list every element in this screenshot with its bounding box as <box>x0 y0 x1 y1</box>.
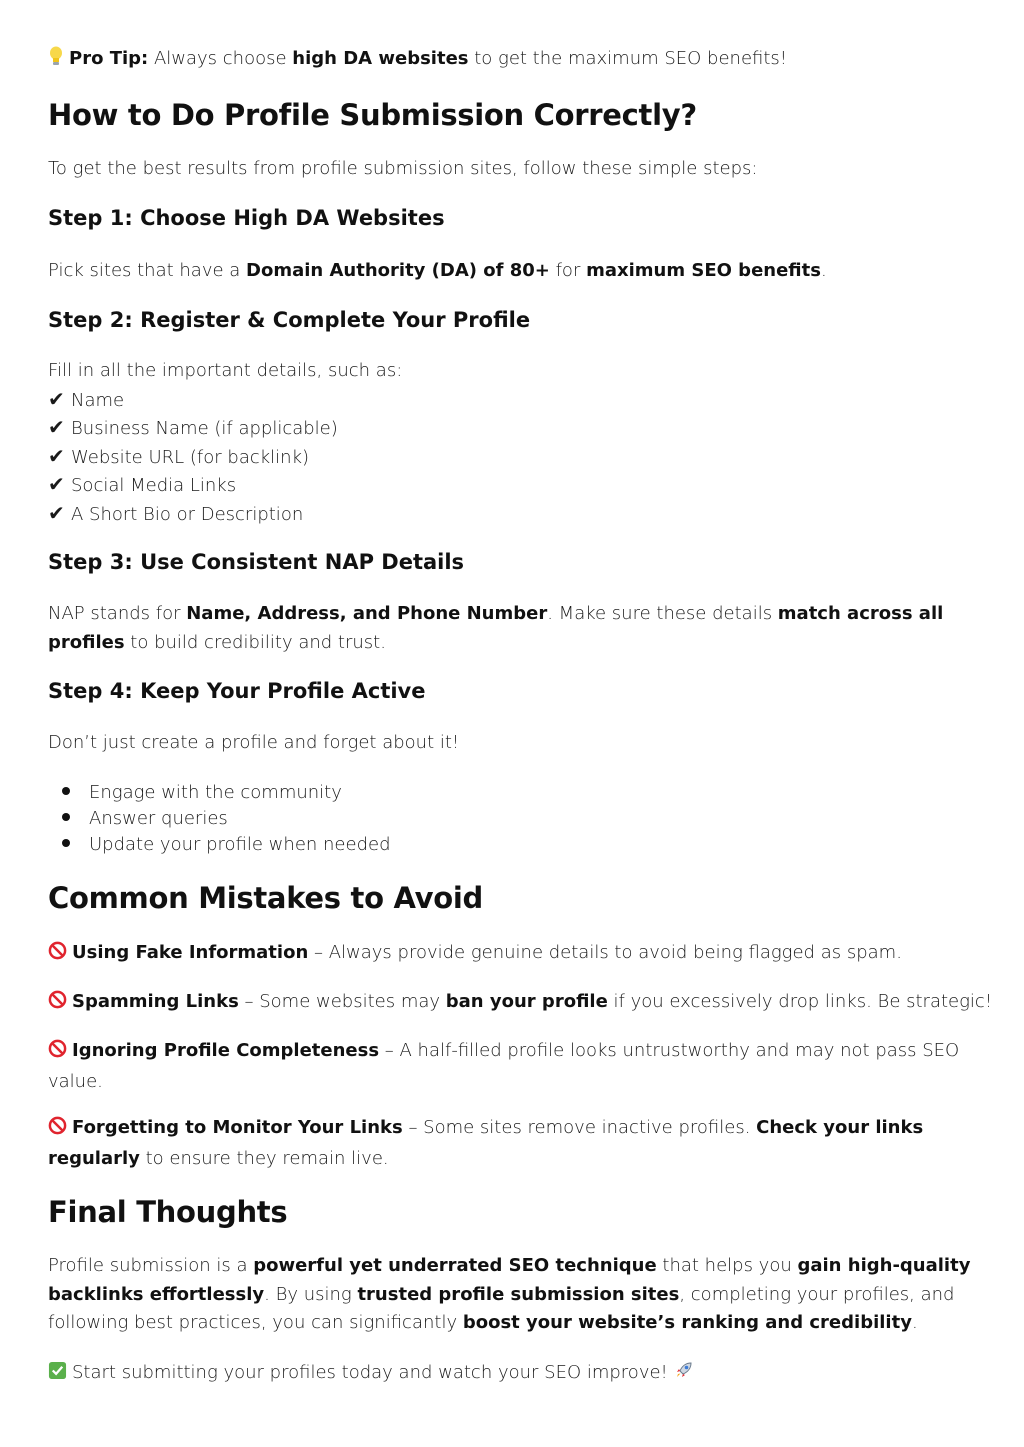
bullet-icon <box>62 787 70 795</box>
intro-text: To get the best results from profile submission sites, follow these simple steps: <box>48 158 758 179</box>
checklist-item: ✔ Name <box>48 385 978 416</box>
heading-final-thoughts: Final Thoughts <box>48 1195 288 1229</box>
pro-tip-label: Pro Tip: <box>69 48 149 69</box>
mistake-item: Spamming Links – Some websites may ban your profile if you excessively drop links. Be strategic! <box>48 988 978 1019</box>
step4-title: Step 4: Keep Your Profile Active <box>48 679 426 703</box>
list-item: Update your profile when needed <box>62 832 391 858</box>
step1-text: Pick sites that have a Domain Authority (DA) of 80+ for maximum SEO benefits. <box>48 260 827 281</box>
check-icon: ✔ <box>48 472 65 496</box>
bullet-icon <box>62 813 70 821</box>
list-item: Answer queries <box>62 806 391 832</box>
check-icon: ✔ <box>48 387 65 411</box>
rocket-icon <box>674 1360 694 1390</box>
step4-lead: Don’t just create a profile and forget about it! <box>48 732 460 753</box>
prohibited-icon <box>48 1039 67 1068</box>
step4-bullet-list <box>62 780 391 858</box>
prohibited-icon <box>48 1116 67 1145</box>
checklist-item: ✔ Social Media Links <box>48 470 978 501</box>
heading-mistakes: Common Mistakes to Avoid <box>48 881 483 915</box>
step3-text: NAP stands for Name, Address, and Phone Number. Make sure these details match across all profiles to build credibility and trust. <box>48 603 944 653</box>
check-mark-button-icon <box>48 1361 67 1390</box>
mistake-item: Ignoring Profile Completeness – A half-filled profile looks untrustworthy and may not pass SEO value. <box>48 1040 960 1092</box>
checklist-item: ✔ Website URL (for backlink) <box>48 442 978 473</box>
lightbulb-icon <box>48 46 64 76</box>
check-icon: ✔ <box>48 501 65 525</box>
step2-title: Step 2: Register & Complete Your Profile <box>48 308 531 332</box>
pro-tip: Pro Tip: Always choose high DA websites to get the maximum SEO benefits! <box>48 45 978 76</box>
step2-lead: Fill in all the important details, such as: <box>48 360 403 381</box>
checklist-item: ✔ Business Name (if applicable) <box>48 413 978 444</box>
step1-title: Step 1: Choose High DA Websites <box>48 206 445 230</box>
prohibited-icon <box>48 941 67 970</box>
check-icon: ✔ <box>48 415 65 439</box>
check-icon: ✔ <box>48 444 65 468</box>
mistake-item: Forgetting to Monitor Your Links – Some sites remove inactive profiles. Check your links regularly to ensure they remain live. <box>48 1117 924 1169</box>
heading-how-to: How to Do Profile Submission Correctly? <box>48 98 697 132</box>
checklist-item: ✔ A Short Bio or Description <box>48 499 978 530</box>
final-paragraph: Profile submission is a powerful yet underrated SEO technique that helps you gain high-quality backlinks effortlessly. By using trusted profile submission sites, completing your profiles, and following best practices, you can significantly boost your website’s ranking and credibility. <box>48 1255 971 1333</box>
mistake-item: Using Fake Information – Always provide genuine details to avoid being flagged as spam. <box>48 939 978 970</box>
bullet-icon <box>62 839 70 847</box>
call-to-action: Start submitting your profiles today and watch your SEO improve! <box>48 1359 978 1390</box>
list-item: Engage with the community <box>62 780 391 806</box>
prohibited-icon <box>48 990 67 1019</box>
step3-title: Step 3: Use Consistent NAP Details <box>48 550 465 574</box>
